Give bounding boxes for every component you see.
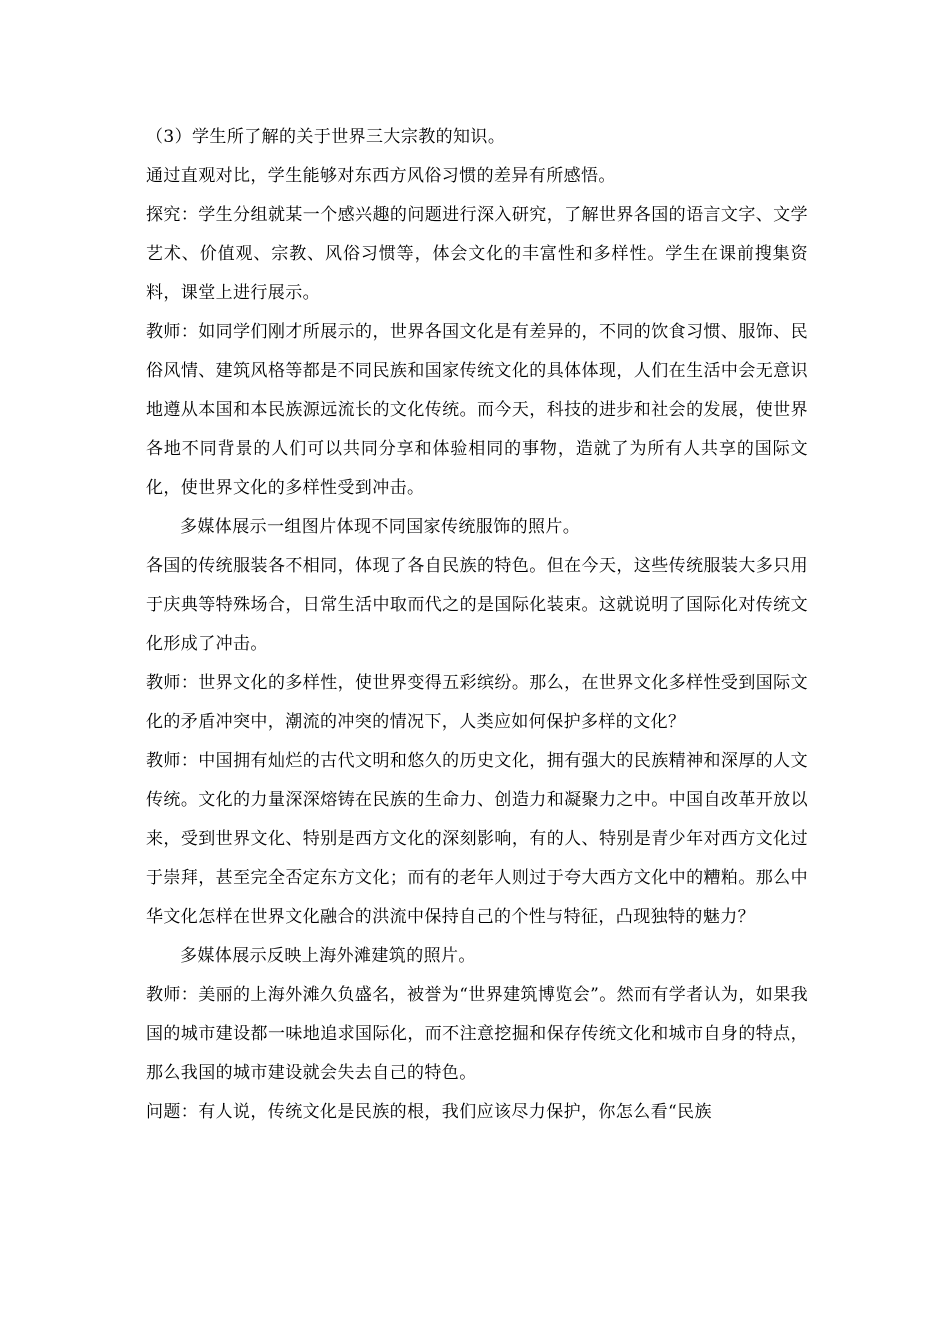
paragraph-teacher-diversity-question: 教师：世界文化的多样性，使世界变得五彩缤纷。那么，在世界文化多样性受到国际文化的矛盾冲突中，潮流的冲突的情况下，人类应如何保护多样的文化？ bbox=[146, 673, 808, 732]
paragraph-teacher-shanghai-bund: 教师：美丽的上海外滩久负盛名，被誉为“世界建筑博览会”。然而有学者认为，如果我国的城市建设都一味地追求国际化，而不注意挖掘和保存传统文化和城市自身的特点，那么我国的城市建设就会失去自己的特色。 bbox=[146, 985, 808, 1083]
paragraph-traditional-clothing: 各国的传统服装各不相同，体现了各自民族的特色。但在今天，这些传统服装大多只用于庆典等特殊场合，日常生活中取而代之的是国际化装束。这就说明了国际化对传统文化形成了冲击。 bbox=[146, 556, 808, 654]
paragraph-multimedia-bund: 多媒体展示反映上海外滩建筑的照片。 bbox=[180, 946, 476, 966]
paragraph-multimedia-costumes: 多媒体展示一组图片体现不同国家传统服饰的照片。 bbox=[180, 517, 581, 537]
paragraph-teacher-cultural-differences: 教师：如同学们刚才所展示的，世界各国文化是有差异的，不同的饮食习惯、服饰、民俗风情、建筑风格等都是不同民族和国家传统文化的具体体现，人们在生活中会无意识地遵从本国和本民族源远流长的文化传统。而今天，科技的进步和社会的发展，使世界各地不同背景的人们可以共同分享和体验相同的事物，造就了为所有人共享的国际文化，使世界文化的多样性受到冲击。 bbox=[146, 322, 808, 498]
paragraph-teacher-chinese-culture: 教师：中国拥有灿烂的古代文明和悠久的历史文化，拥有强大的民族精神和深厚的人文传统。文化的力量深深熔铸在民族的生命力、创造力和凝聚力之中。中国自改革开放以来，受到世界文化、特别是西方文化的深刻影响，有的人、特别是青少年对西方文化过于崇拜，甚至完全否定东方文化；而有的老年人则过于夸大西方文化中的糟粕。那么中华文化怎样在世界文化融合的洪流中保持自己的个性与特征，凸现独特的魅力？ bbox=[146, 751, 808, 927]
document-body bbox=[146, 118, 808, 1132]
paragraph-religions-knowledge: （3）学生所了解的关于世界三大宗教的知识。 bbox=[146, 127, 506, 147]
paragraph-customs-comparison: 通过直观对比，学生能够对东西方风俗习惯的差异有所感悟。 bbox=[146, 166, 616, 186]
paragraph-question-national-roots: 问题：有人说，传统文化是民族的根，我们应该尽力保护，你怎么看“民族 bbox=[146, 1102, 712, 1122]
paragraph-inquiry: 探究：学生分组就某一个感兴趣的问题进行深入研究，了解世界各国的语言文字、文学艺术、价值观、宗教、风俗习惯等，体会文化的丰富性和多样性。学生在课前搜集资料，课堂上进行展示。 bbox=[146, 205, 808, 303]
